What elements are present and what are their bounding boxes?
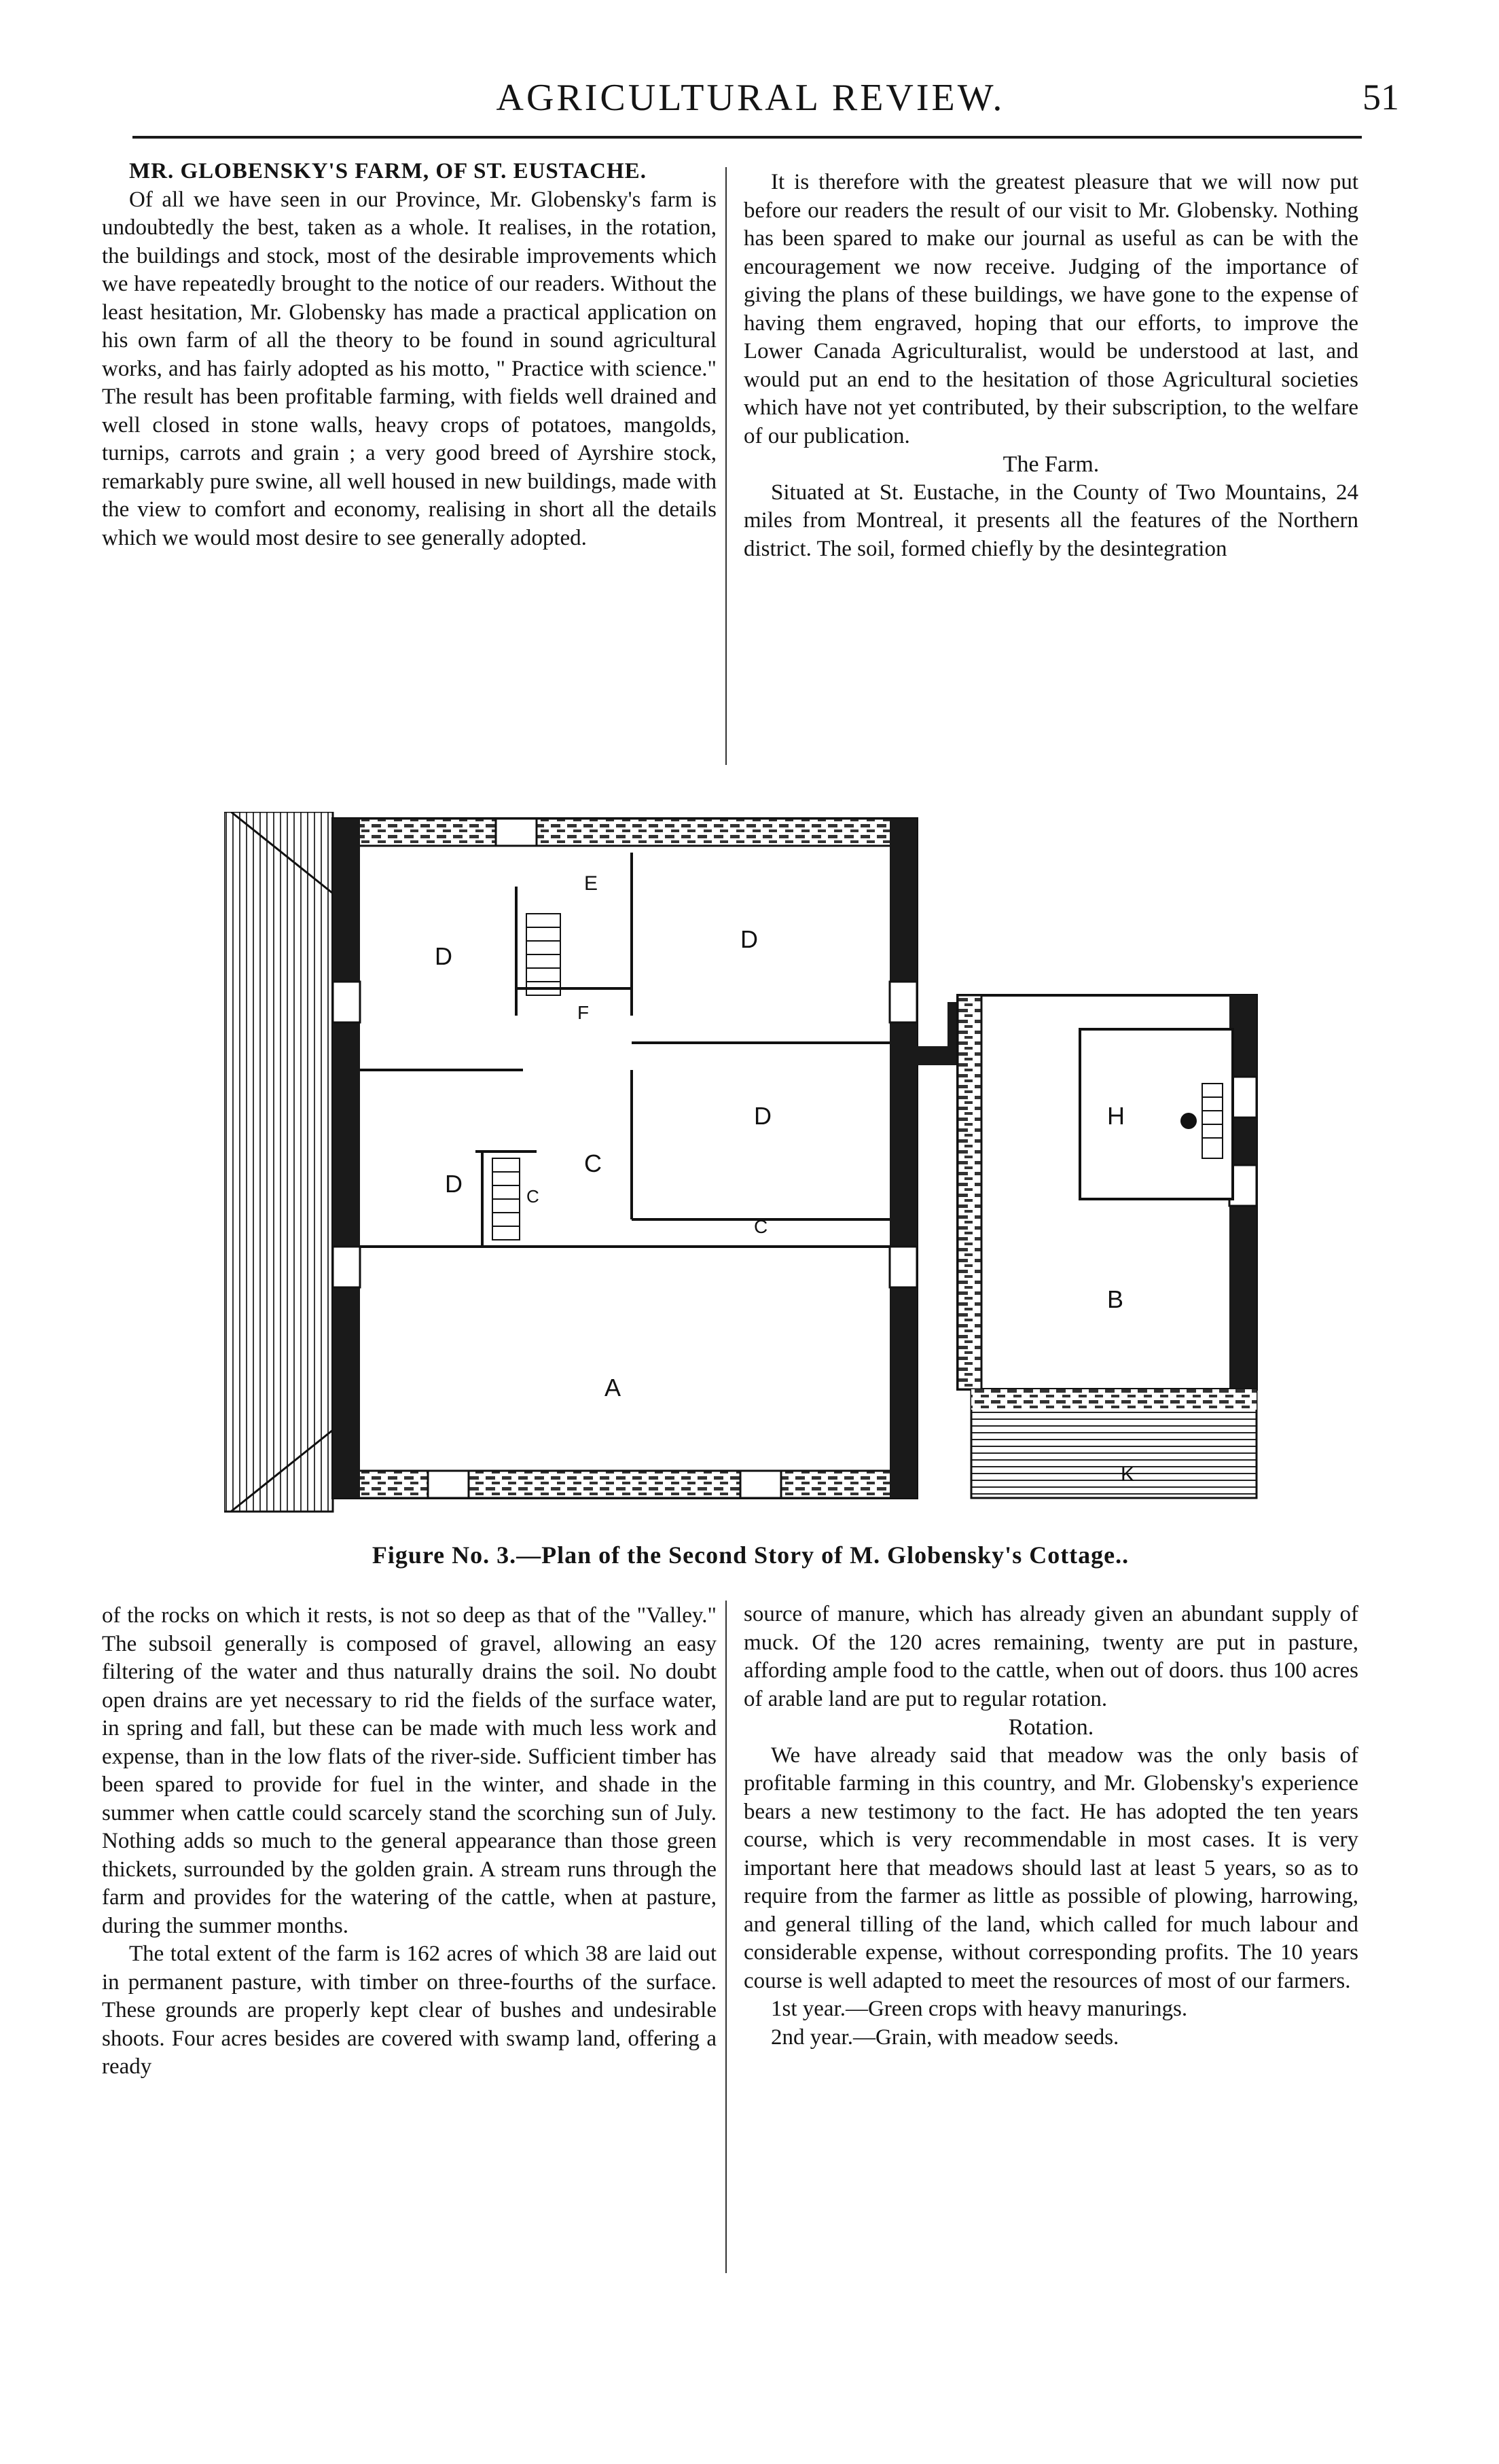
- intro-left-column: [102, 158, 717, 783]
- room-label-d-mid-right: D: [754, 1102, 772, 1130]
- room-label-h: H: [1107, 1102, 1125, 1130]
- intro-paragraph: Of all we have seen in our Province, Mr. Globensky's farm is undoubtedly the best, taken as a whole. It realises, in the rotation, the buildings and stock, most of the desirable improvements which we have repeatedly brought to the notice of our readers. Without the least hesitation, Mr. Globensky has made a practical application on his own farm of all the theory to be found in sound agricultural works, and has fairly adopted as his motto, " Practice with science." The result has been profitable farming, with fields well drained and well closed in stone walls, heavy crops of potatoes, mangolds, turnips, carrots and grain ; a very good breed of Ayrshire stock, remarkably pure swine, all well housed in new buildings, made with the view to comfort and economy, realising in short all the details which we would most desire to see generally adopted.: [102, 187, 717, 550]
- room-label-e: E: [584, 872, 598, 895]
- room-label-d-top-left: D: [435, 942, 452, 970]
- farm-heading: The Farm.: [1003, 452, 1100, 477]
- page-number: 51: [1362, 77, 1399, 118]
- farm-intro-paragraph: Situated at St. Eustache, in the County of Two Mountains, 24 miles from Montreal, it presents all the features of the Northern district. The soil, formed chiefly by the desintegration: [744, 480, 1358, 561]
- figure-caption: Figure No. 3.—Plan of the Second Story of M. Globensky's Cottage..: [372, 1541, 1130, 1569]
- rotation-heading: Rotation.: [1008, 1715, 1094, 1740]
- rotation-year-1: 1st year.—Green crops with heavy manurings.: [771, 1997, 1188, 2021]
- column-rule: [725, 1601, 727, 2273]
- left-veranda: [224, 812, 333, 1512]
- main-house-walls: [333, 819, 917, 1498]
- room-label-c-small: C: [526, 1186, 539, 1207]
- farm-paragraph: The total extent of the farm is 162 acres of which 38 are laid out in permanent pasture, with timber on three-fourths of the surface. These grounds are properly kept clear of bushes and undesirable shoots. Four acres besides are covered with swamp land, offering a ready: [102, 1942, 717, 2079]
- rotation-year-2: 2nd year.—Grain, with meadow seeds.: [771, 2024, 1119, 2050]
- room-label-a: A: [604, 1374, 621, 1401]
- running-head: [102, 76, 1399, 130]
- farm-paragraph: of the rocks on which it rests, is not so deep as that of the "Valley." The subsoil generally is composed of gravel, allowing an easy filtering of the water and thus naturally drains the soil. No doubt open drains are yet necessary to rid the fields of the surface water, in spring and fall, but these can be made with much less work and expense, than in the low flats of the river-side. Sufficient timber has been spared to provide for fuel in the winter, and shade in the summer when cattle could scarcely stand the scorching sun of July. Nothing adds so much to the general appearance than those green thickets, surrounded by the golden grain. A stream runs through the farm and provides for the watering of the cattle, when at pasture, during the summer months.: [102, 1603, 717, 1938]
- intro-paragraph: It is therefore with the greatest pleasure that we will now put before our readers the result of our visit to Mr. Globensky. Nothing has been spared to make our journal as useful as can be with the encouragement we now receive. Judging of the importance of giving the plans of these buildings, we have gone to the expense of having them engraved, hoping that our efforts, to improve the Lower Canada Agriculturalist, would be understood at last, and would put an end to the hesitation of those Agricultural societies which have not yet contributed, by their subscription, to the welfare of our publication.: [744, 170, 1358, 448]
- running-title: AGRICULTURAL REVIEW.: [496, 77, 1005, 119]
- farm-paragraph: source of manure, which has already given an abundant supply of muck. Of the 120 acres remaining, twenty are put in pasture, affording ample food to the cattle, when out of doors. thus 100 acres of arable land are put to regular rotation.: [744, 1602, 1358, 1711]
- farm-left-column: [102, 1602, 717, 2268]
- column-rule: [725, 167, 727, 765]
- rotation-paragraph: We have already said that meadow was the only basis of profitable farming in this country, and Mr. Globensky's experience bears a new testimony to the fact. He has adopted the ten years course, which is very recommendable in most cases. It is very important here that meadows should last at least 5 years, so as to require from the farmer as little as possible of plowing, harrowing, and general tilling of the land, which called for much labour and considerable expense, without corresponding profits. The 10 years course is well adapted to meet the resources of most of our farmers.: [744, 1743, 1358, 1993]
- header-rule: [132, 136, 1362, 139]
- room-label-k: K: [1121, 1463, 1135, 1486]
- room-label-c: C: [584, 1149, 602, 1177]
- floor-plan-drawing: [224, 812, 1284, 1518]
- room-label-f: F: [577, 1002, 590, 1023]
- intro-right-column: [744, 168, 1358, 780]
- room-label-b: B: [1107, 1285, 1124, 1313]
- room-label-c-corridor: C: [754, 1216, 768, 1237]
- farm-right-column: [744, 1601, 1358, 2273]
- room-label-d-mid-left: D: [445, 1170, 463, 1198]
- article-heading: MR. GLOBENSKY'S FARM, OF ST. EUSTACHE.: [129, 159, 647, 183]
- floor-plan-figure: [224, 812, 1284, 1518]
- room-label-d-top-right: D: [740, 925, 758, 953]
- right-wing: [958, 995, 1257, 1498]
